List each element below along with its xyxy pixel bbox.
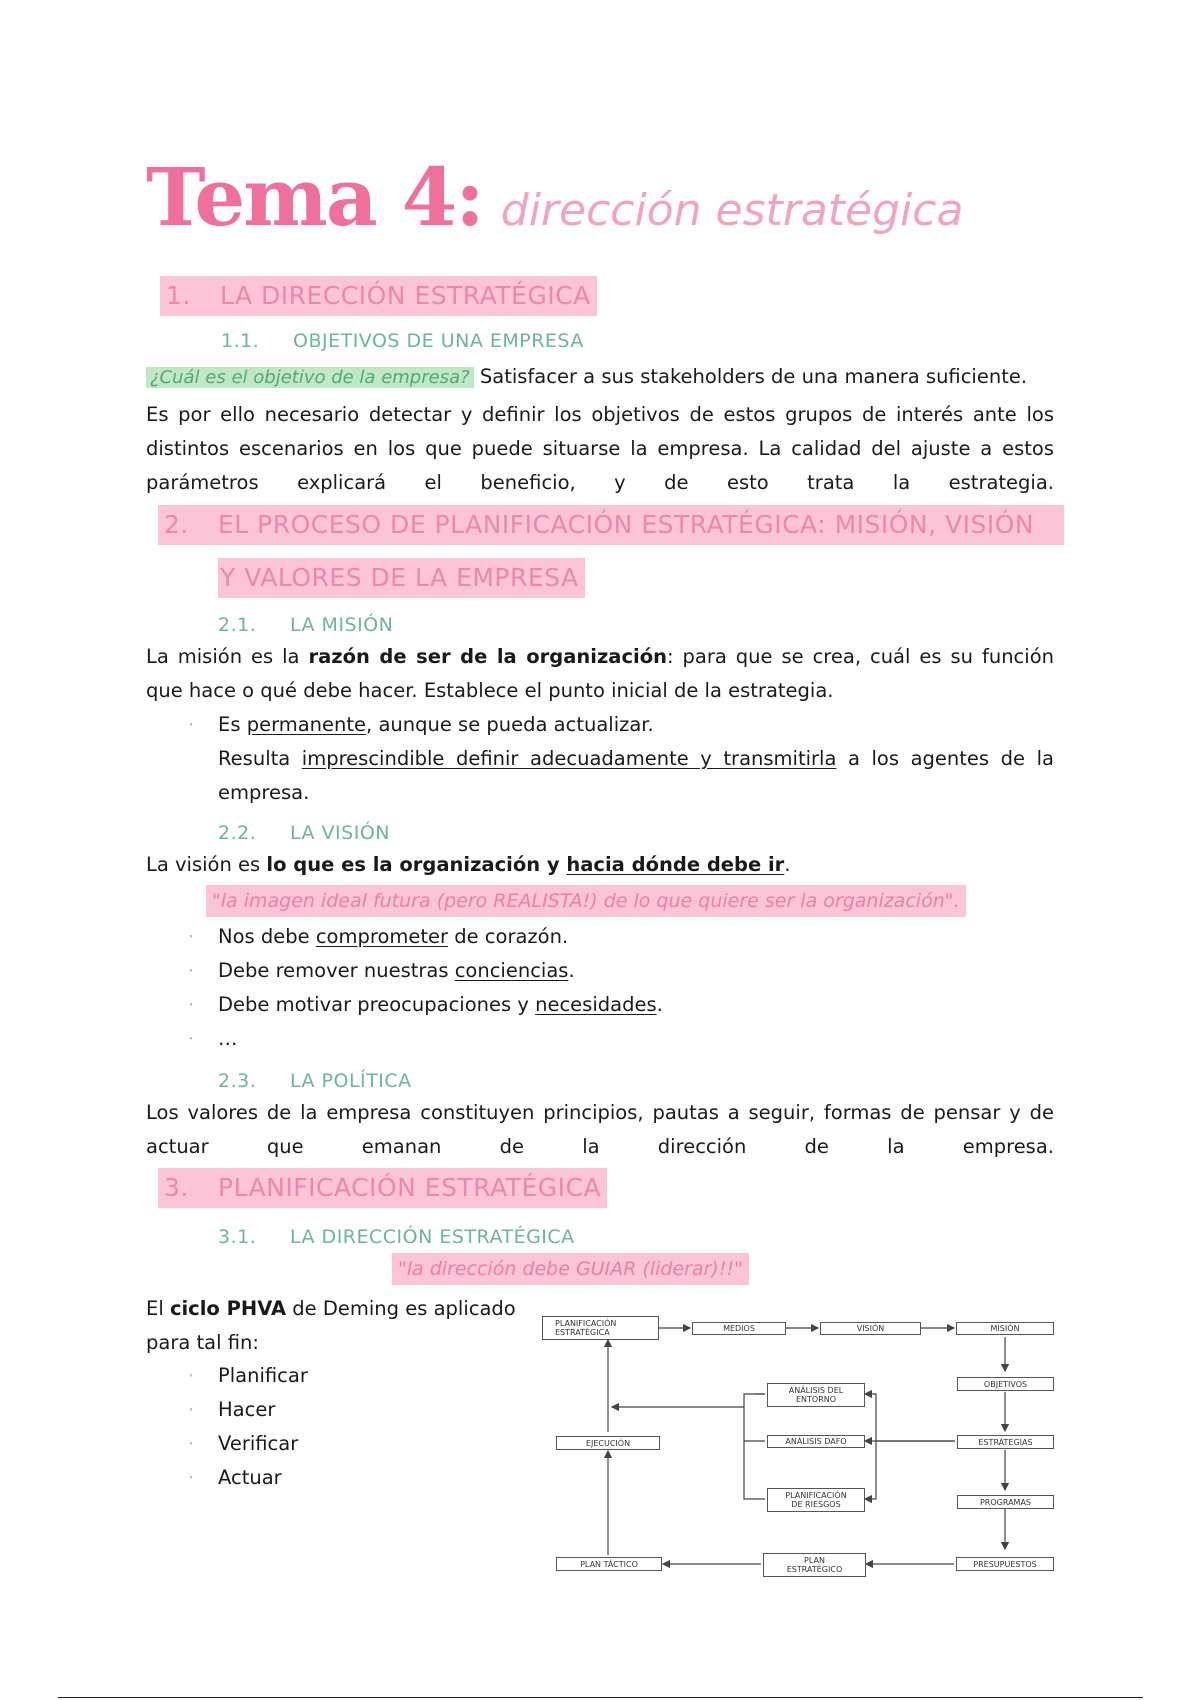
bullet-marker: · (188, 713, 195, 736)
node-ejecucion: EJECUCIÓN (556, 1436, 660, 1450)
section-number: 3. (164, 1173, 189, 1202)
text: de corazón. (448, 925, 569, 948)
bullet-marker: · (188, 959, 195, 982)
subsection-title: LA VISIÓN (290, 822, 390, 844)
subsection-number: 2.1. (218, 614, 257, 636)
subsection-2-1-heading (218, 614, 393, 636)
text: … (218, 1027, 238, 1050)
section-1-heading (160, 276, 597, 316)
section-2-heading-line2: Y VALORES DE LA EMPRESA (218, 558, 585, 598)
section-title-line1: EL PROCESO DE PLANIFICACIÓN ESTRATÉGICA: MISIÓN, VISIÓN (218, 510, 1035, 539)
subsection-number: 2.3. (218, 1070, 257, 1092)
page-title (146, 150, 963, 244)
section-number: 1. (166, 281, 191, 310)
text: . (784, 853, 791, 876)
section-title: PLANIFICACIÓN ESTRATÉGICA (218, 1173, 602, 1202)
text: Debe remover nuestras (218, 959, 455, 982)
vision-paragraph (146, 848, 791, 882)
node-plan-estrategico: PLAN ESTRATÉGICO (763, 1553, 866, 1577)
subsection-2-3-heading (218, 1070, 412, 1092)
bullet-marker: · (188, 925, 195, 948)
text: El (146, 1297, 170, 1320)
text: Actuar (218, 1466, 282, 1489)
objective-answer: Satisfacer a sus stakeholders de una manera suficiente. (473, 365, 1028, 388)
phva-item (188, 1427, 299, 1461)
objectives-paragraph: Es por ello necesario detectar y definir los objetivos de estos grupos de interés ante los distintos escenarios en los que puede situarse la empresa. La calidad del ajuste a estos parámetros explicará el beneficio, y de esto trata la estrategia. (146, 403, 1054, 494)
node-analisis-entorno: ANÁLISIS DEL ENTORNO (767, 1383, 865, 1407)
phva-item (188, 1393, 276, 1427)
underlined-text: permanente (246, 713, 367, 736)
bold-text: razón de ser de la organización (308, 645, 667, 668)
phva-item (188, 1359, 308, 1393)
vision-quote: "la imagen ideal futura (pero REALISTA!) de lo que quiere ser la organización". (206, 885, 966, 917)
objective-question-line (146, 360, 1054, 395)
node-objetivos: OBJETIVOS (957, 1377, 1054, 1391)
subsection-title: LA DIRECCIÓN ESTRATÉGICA (290, 1226, 575, 1248)
node-plan-tactico: PLAN TÁCTICO (556, 1557, 662, 1571)
node-presupuestos: PRESUPUESTOS (956, 1557, 1054, 1571)
text: Es (218, 713, 247, 736)
text: Nos debe (218, 925, 316, 948)
vision-bullet-1 (188, 920, 569, 954)
title-tema: Tema 4: (146, 150, 483, 244)
phva-paragraph (146, 1292, 516, 1326)
text: Hacer (218, 1398, 276, 1421)
node-medios: MEDIOS (692, 1322, 786, 1335)
mision-bullet-2-cont: empresa. (218, 781, 310, 804)
subsection-2-2-heading (218, 822, 390, 844)
vision-bullet-4 (188, 1022, 238, 1056)
text: Planificar (218, 1364, 308, 1387)
text: Resulta (218, 747, 302, 770)
text: a los agentes de la (836, 747, 1054, 770)
text: , aunque se pueda actualizar. (366, 713, 654, 736)
politica-paragraph: Los valores de la empresa constituyen principios, pautas a seguir, formas de pensar y de actuar que emanan de la dirección de la empresa. (146, 1101, 1054, 1158)
mision-bullet-2 (218, 742, 1054, 776)
section-2-heading (158, 505, 1064, 545)
node-vision: VISIÓN (820, 1322, 921, 1335)
subsection-number: 2.2. (218, 822, 257, 844)
underlined-text: comprometer (315, 925, 449, 948)
text: : para que se crea, cuál es su función (666, 645, 1054, 668)
text: La misión es la (146, 645, 309, 668)
node-mision: MISIÓN (956, 1322, 1054, 1335)
bold-text: ciclo PHVA (169, 1297, 287, 1320)
underlined-text: imprescindible definir adecuadamente y transmitirla (301, 747, 837, 770)
vision-bullet-3 (188, 988, 663, 1022)
node-programas: PROGRAMAS (957, 1495, 1054, 1509)
text: La visión es (146, 853, 267, 876)
objective-question: ¿Cuál es el objetivo de la empresa? (146, 367, 474, 388)
node-planificacion-estrategica: PLANIFICACIÓN ESTRATÉGICA (542, 1316, 659, 1340)
subsection-number: 3.1. (218, 1226, 257, 1248)
bullet-marker: · (188, 1432, 195, 1455)
bullet-marker: · (188, 1027, 195, 1050)
bullet-marker: · (188, 1364, 195, 1387)
underlined-text: conciencias (454, 959, 569, 982)
strategic-planning-diagram (538, 1305, 1058, 1585)
section-number: 2. (164, 510, 189, 539)
bold-text: lo que es la organización y (266, 853, 567, 876)
bold-underlined-text: hacia dónde debe ir (566, 853, 785, 876)
phva-item (188, 1461, 282, 1495)
subsection-title: LA POLÍTICA (290, 1070, 412, 1092)
mision-paragraph-line2: que hace o qué debe hacer. Establece el punto inicial de la estrategia. (146, 679, 834, 702)
node-estrategias: ESTRATEGIAS (957, 1435, 1054, 1449)
text: . (656, 993, 663, 1016)
subsection-number: 1.1. (221, 330, 260, 352)
subsection-3-1-heading (218, 1226, 575, 1248)
direction-quote: "la dirección debe GUIAR (liderar)!!" (392, 1253, 749, 1285)
subsection-title: LA MISIÓN (290, 614, 394, 636)
bullet-marker: · (188, 1466, 195, 1489)
section-3-heading (158, 1168, 607, 1208)
subsection-title: OBJETIVOS DE UNA EMPRESA (293, 330, 584, 352)
text: . (568, 959, 575, 982)
mision-bullet-1 (188, 708, 654, 742)
section-title: LA DIRECCIÓN ESTRATÉGICA (220, 281, 591, 310)
mision-paragraph-line1 (146, 640, 1054, 674)
text: Verificar (218, 1432, 299, 1455)
title-subtitle: dirección estratégica (500, 185, 964, 236)
bullet-marker: · (188, 993, 195, 1016)
vision-bullet-2 (188, 954, 575, 988)
node-analisis-dafo: ANÁLISIS DAFO (767, 1435, 865, 1448)
node-planificacion-riesgos: PLANIFICACIÓN DE RIESGOS (767, 1488, 865, 1512)
text: de Deming es aplicado (286, 1297, 516, 1320)
underlined-text: necesidades (535, 993, 657, 1016)
text: Debe motivar preocupaciones y (218, 993, 536, 1016)
subsection-1-1-heading (221, 330, 584, 352)
bullet-marker: · (188, 1398, 195, 1421)
footer-divider (58, 1697, 1143, 1698)
phva-paragraph-cont: para tal fin: (146, 1331, 259, 1354)
